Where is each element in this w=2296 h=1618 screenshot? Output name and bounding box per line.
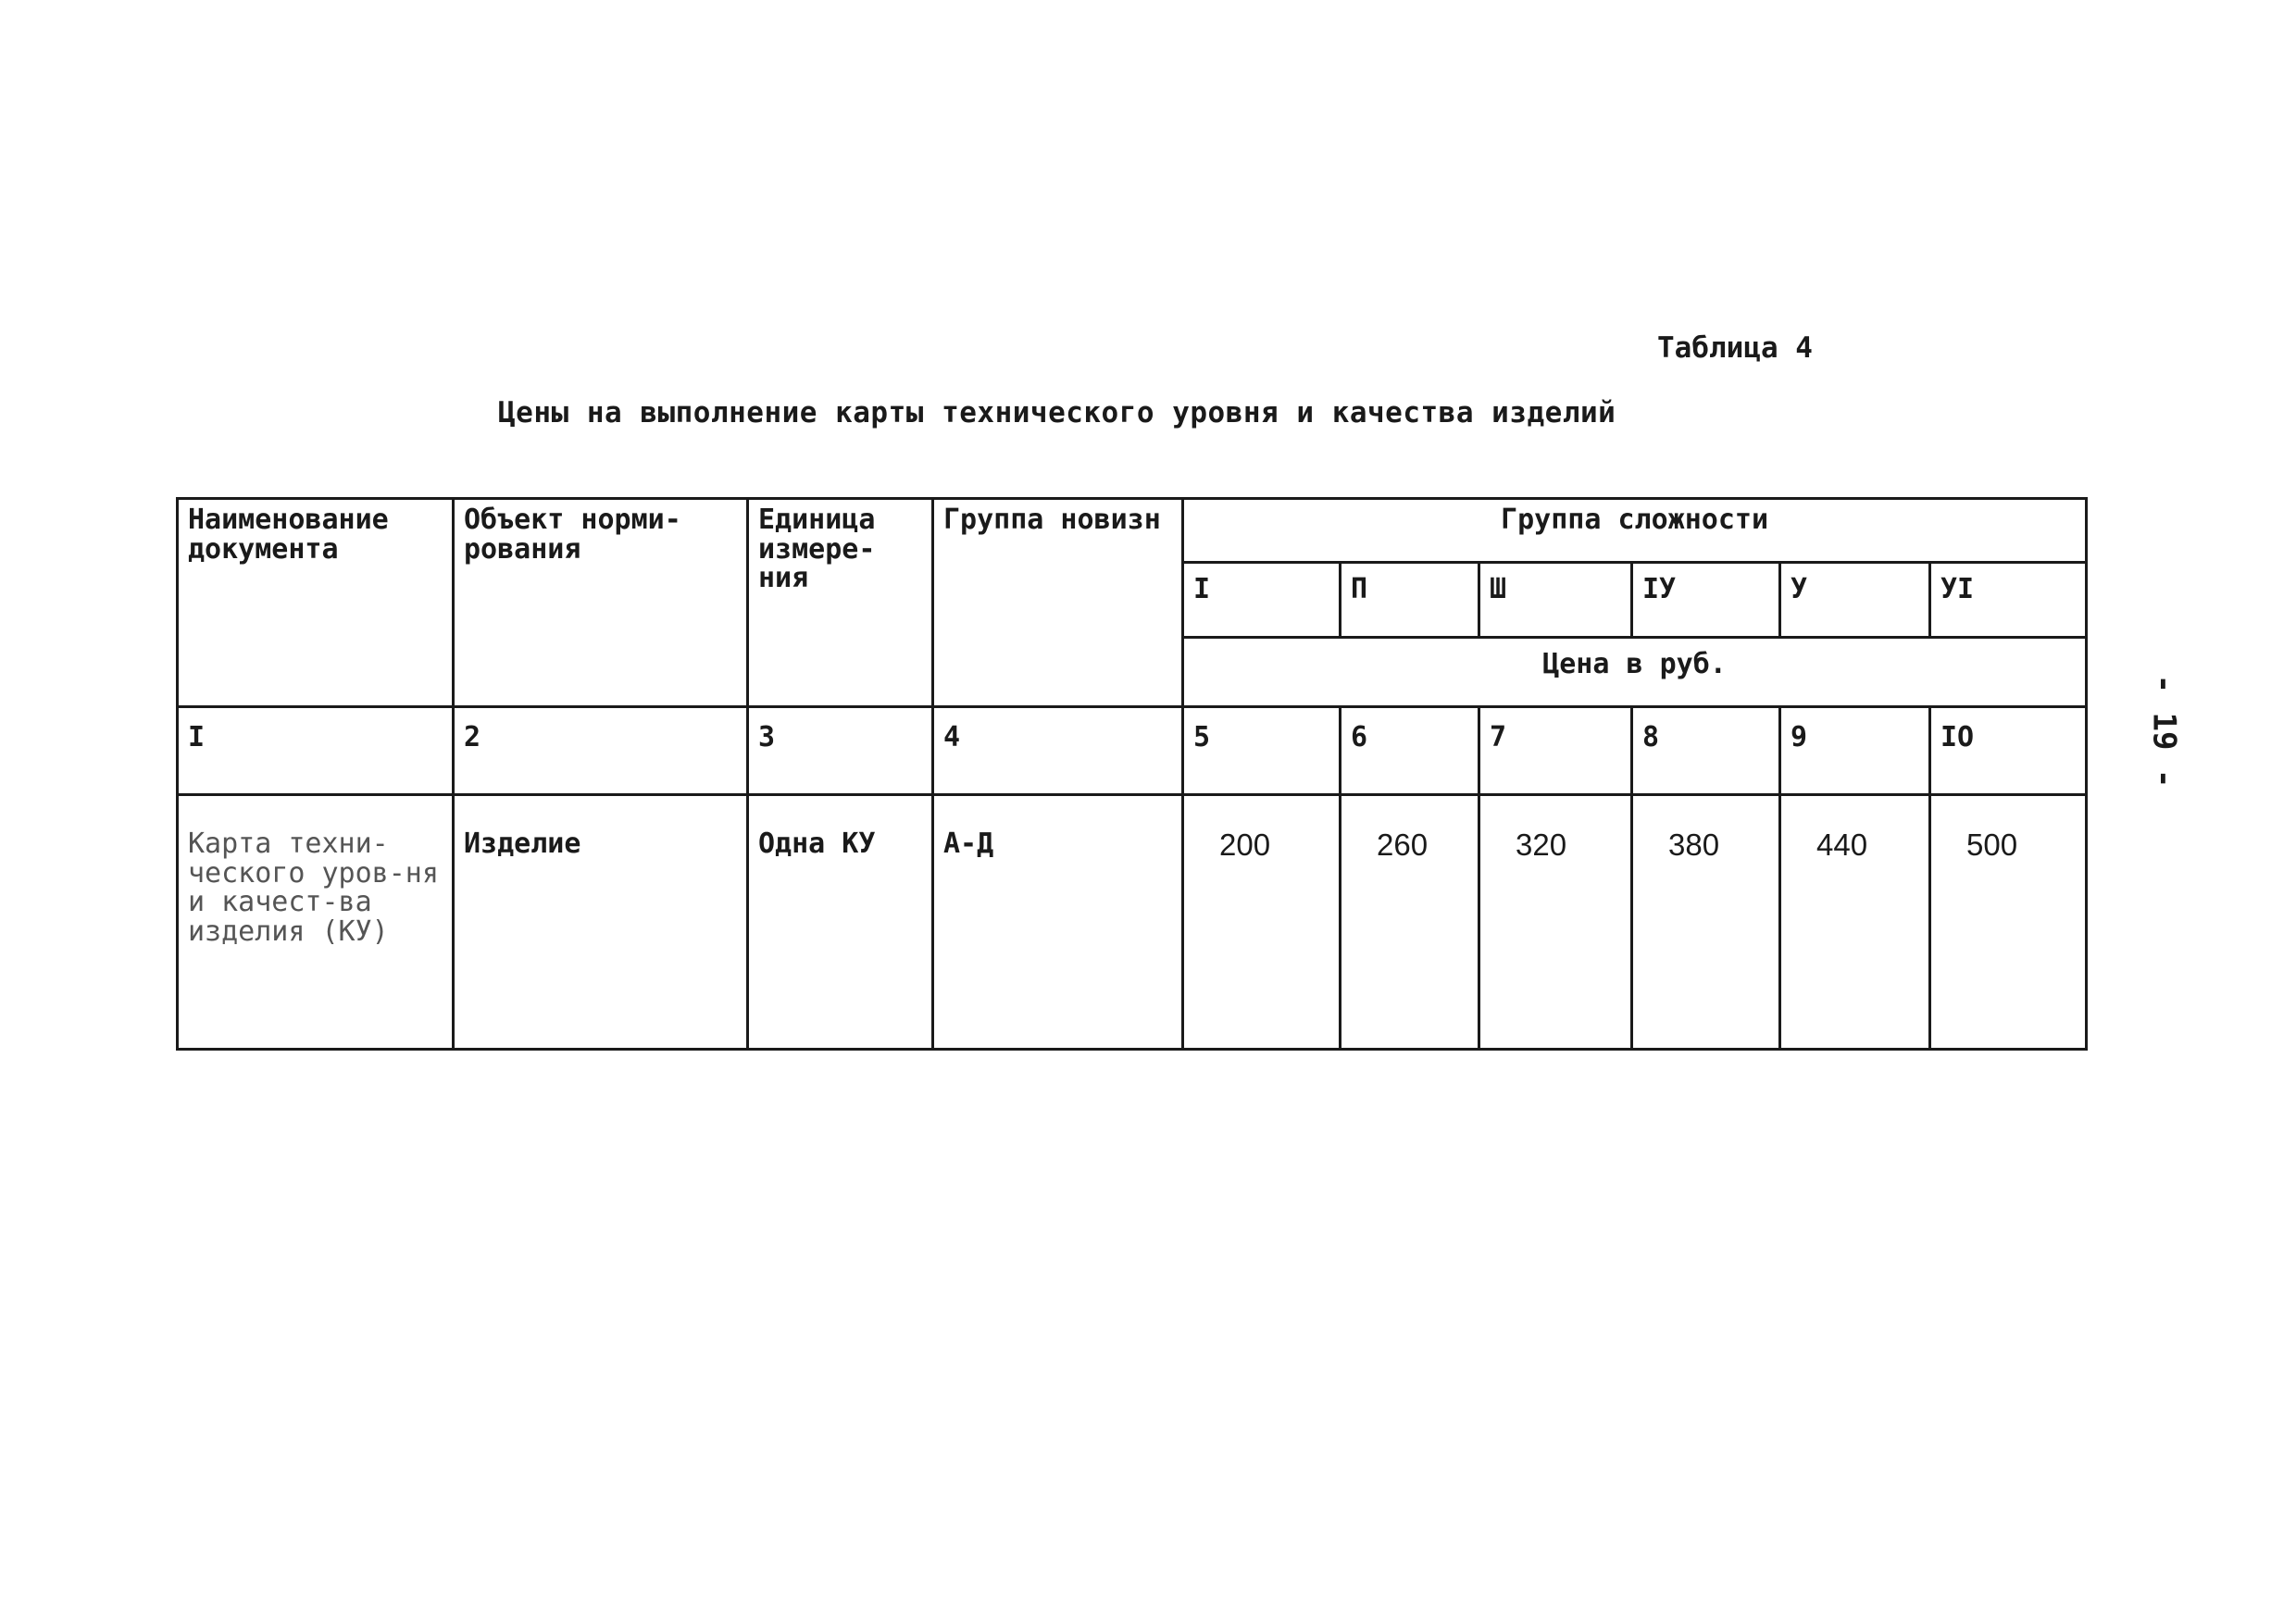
table-title: Цены на выполнение карты технического уровня и качества изделий xyxy=(498,396,1616,429)
header-price-rub: Цена в руб. xyxy=(1183,638,2087,707)
complexity-i: I xyxy=(1183,563,1341,638)
header-unit: Единица измере-ния xyxy=(748,499,933,707)
table-label: Таблица 4 xyxy=(1657,331,1813,365)
cell-object: Изделие xyxy=(454,795,748,1050)
price-cell: 200 xyxy=(1183,795,1341,1050)
header-object: Объект норми-рования xyxy=(454,499,748,707)
price-cell: 320 xyxy=(1479,795,1632,1050)
column-number: 5 xyxy=(1183,707,1341,795)
cell-unit: Одна КУ xyxy=(748,795,933,1050)
header-complexity-group: Группа сложности xyxy=(1183,499,2087,563)
price-table xyxy=(176,497,2088,1051)
price-cell: 260 xyxy=(1341,795,1479,1050)
complexity-v: У xyxy=(1780,563,1930,638)
column-number: 6 xyxy=(1341,707,1479,795)
page-number: - 19 - xyxy=(2145,674,2183,789)
column-number: 9 xyxy=(1780,707,1930,795)
column-number: 3 xyxy=(748,707,933,795)
column-number: 4 xyxy=(933,707,1183,795)
header-document-name: Наименование документа xyxy=(178,499,454,707)
column-number: I xyxy=(178,707,454,795)
price-cell: 500 xyxy=(1930,795,2087,1050)
column-number: 8 xyxy=(1632,707,1780,795)
cell-novelty: А-Д xyxy=(933,795,1183,1050)
column-number: 7 xyxy=(1479,707,1632,795)
complexity-vi: УI xyxy=(1930,563,2087,638)
price-cell: 440 xyxy=(1780,795,1930,1050)
column-number: 2 xyxy=(454,707,748,795)
complexity-ii: П xyxy=(1341,563,1479,638)
column-number: IO xyxy=(1930,707,2087,795)
header-novelty-group: Группа новизн xyxy=(933,499,1183,707)
complexity-iv: IУ xyxy=(1632,563,1780,638)
complexity-iii: Ш xyxy=(1479,563,1632,638)
cell-document-name: Карта техни-ческого уров-ня и качест-ва изделия (КУ) xyxy=(178,795,454,1050)
price-cell: 380 xyxy=(1632,795,1780,1050)
